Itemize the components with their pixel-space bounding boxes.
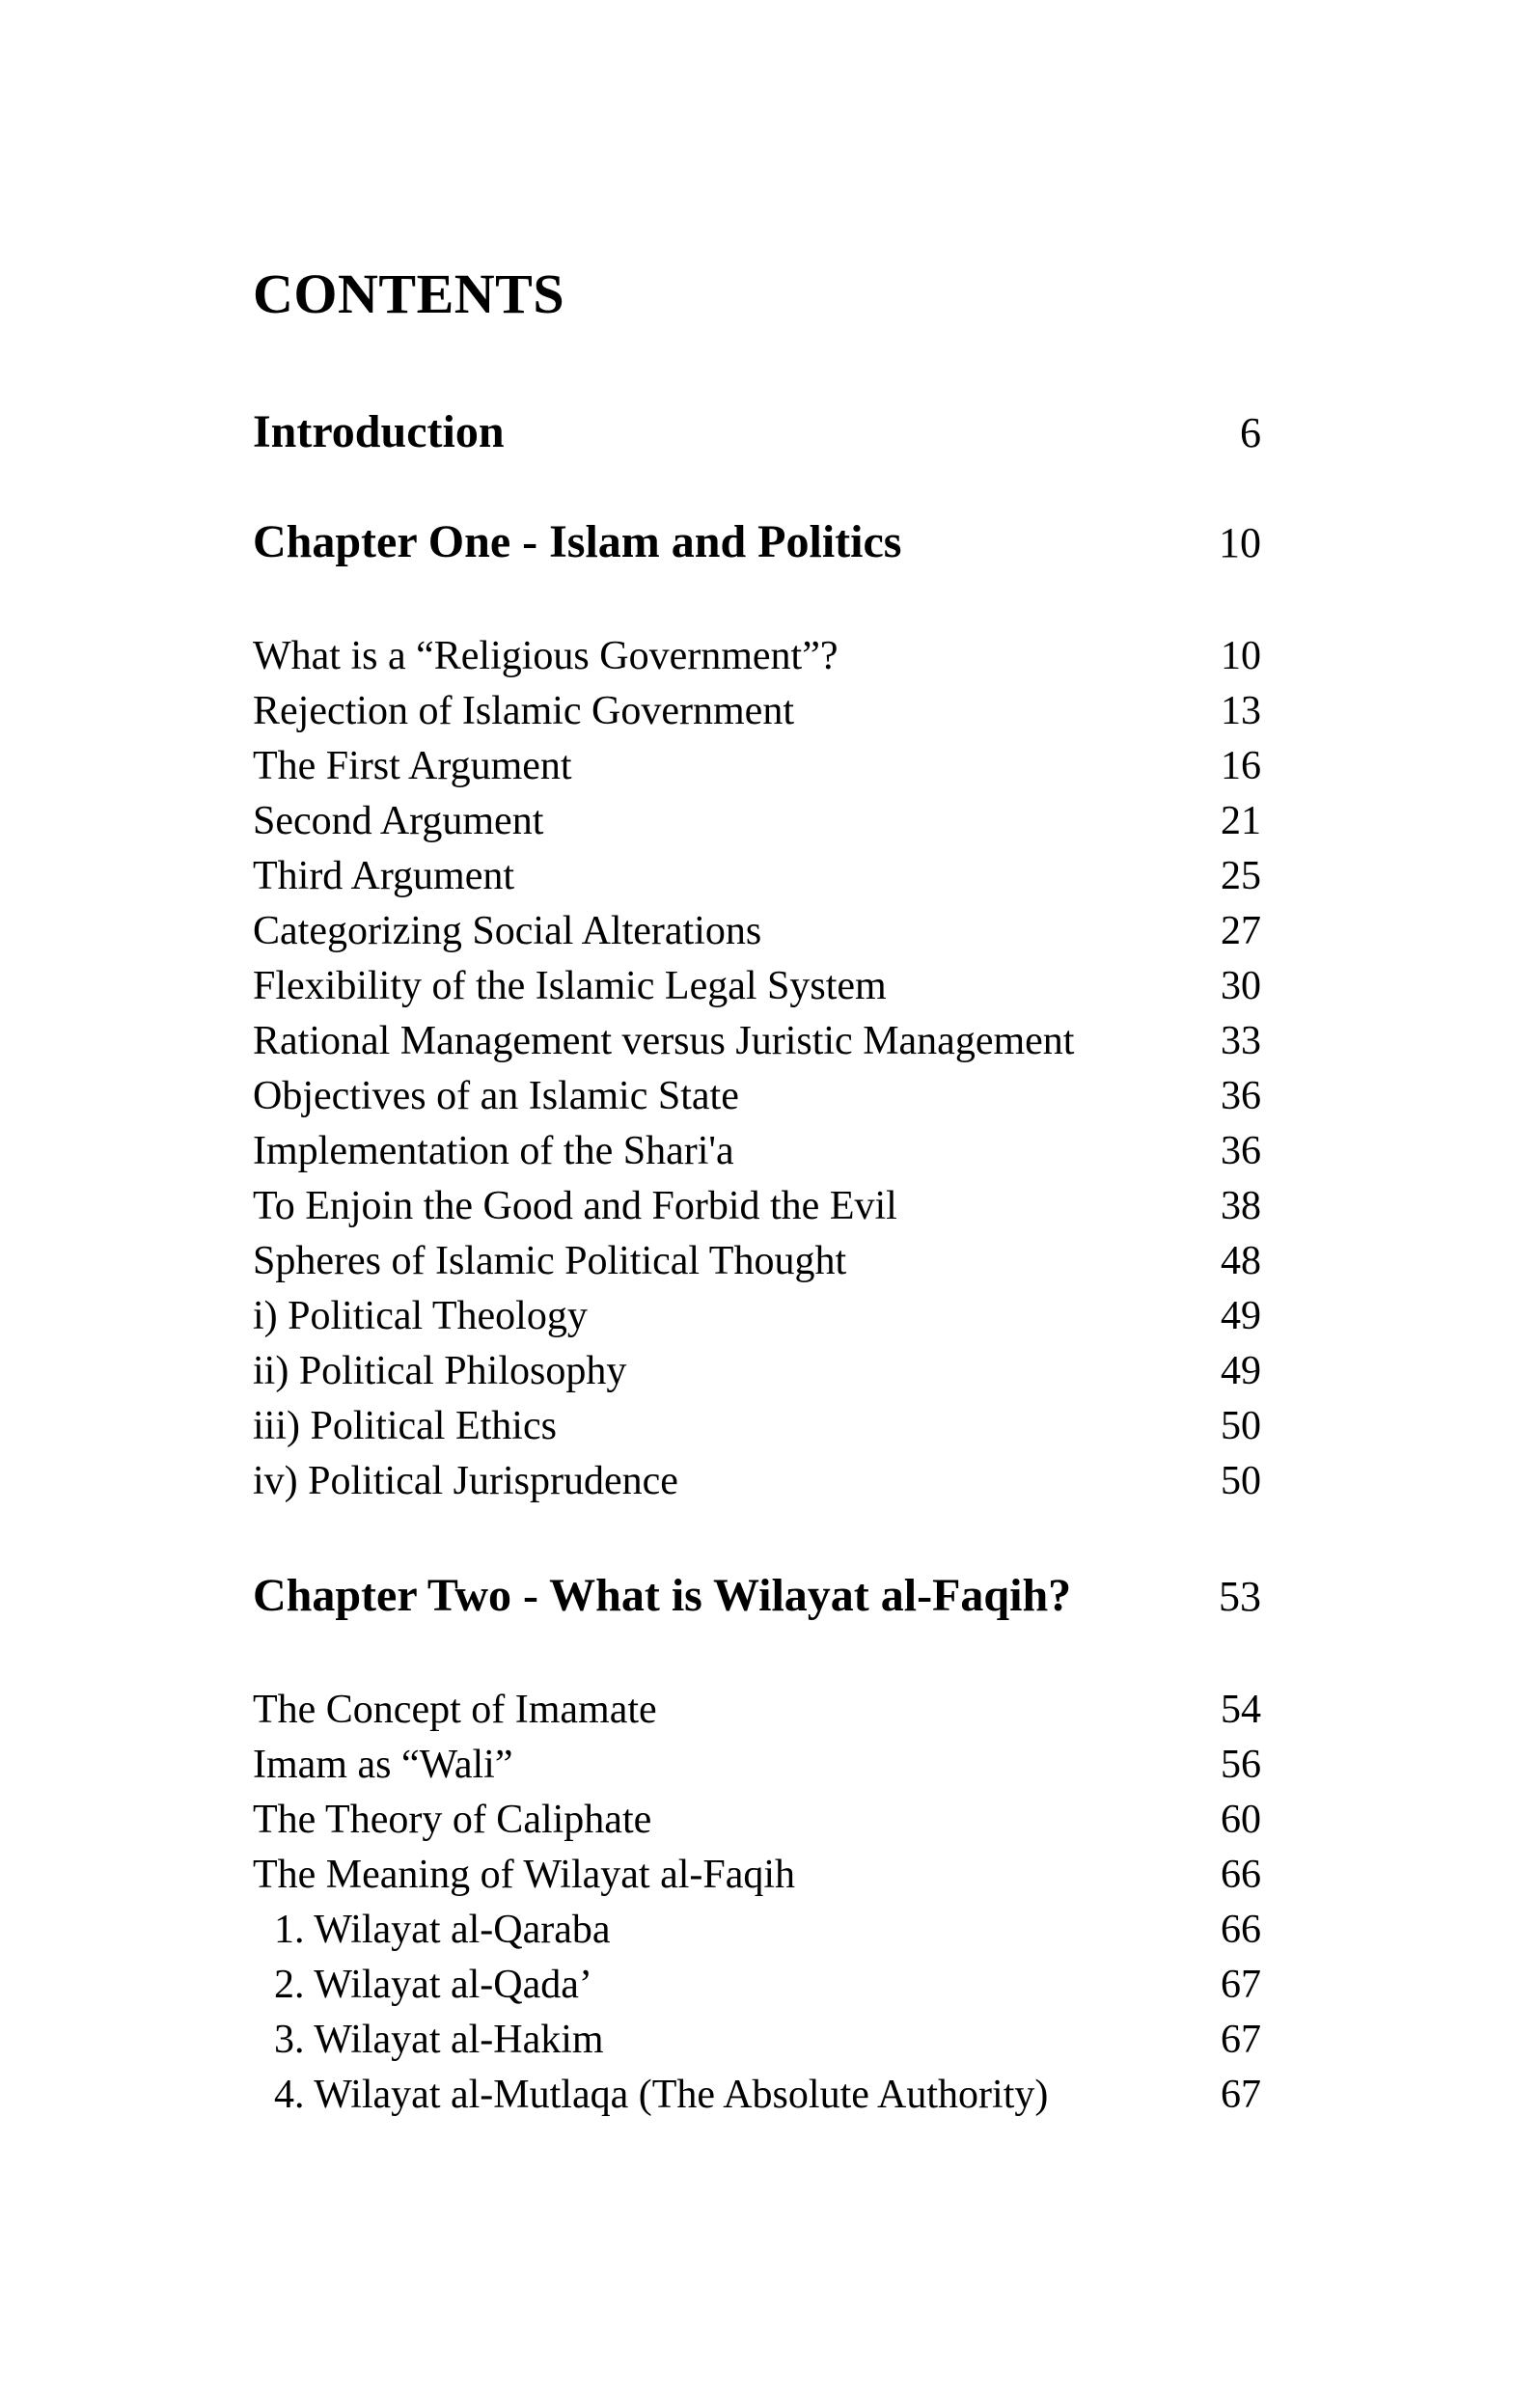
toc-entry [253, 1179, 1261, 1233]
toc-label: What is a “Religious Government”? [253, 634, 839, 678]
toc-entry [253, 2013, 1261, 2067]
toc-entry [253, 1234, 1261, 1288]
toc-introduction [253, 405, 1261, 459]
toc-page-number: 10 [1221, 634, 1261, 678]
toc-page-number: 36 [1221, 1129, 1261, 1173]
toc-label: The Theory of Caliphate [253, 1798, 652, 1842]
toc-page-number: 25 [1221, 854, 1261, 898]
toc-page-number: 56 [1221, 1743, 1261, 1787]
toc-page-number: 53 [1219, 1573, 1261, 1620]
toc-page-number: 6 [1240, 409, 1261, 456]
toc-entry [253, 904, 1261, 958]
toc-label: 2. Wilayat al-Qada’ [274, 1963, 592, 2007]
toc-label: iv) Political Jurisprudence [253, 1459, 678, 1503]
toc-entry [253, 1958, 1261, 2012]
toc-page-number: 49 [1221, 1349, 1261, 1393]
toc-label: Flexibility of the Islamic Legal System [253, 964, 887, 1008]
toc-entry [253, 794, 1261, 848]
toc-label: iii) Political Ethics [253, 1404, 557, 1448]
toc-label: Chapter Two - What is Wilayat al-Faqih? [253, 1570, 1072, 1621]
toc-page-number: 66 [1221, 1853, 1261, 1897]
toc-entry [253, 684, 1261, 738]
toc-entry [253, 959, 1261, 1013]
toc-page-number: 33 [1221, 1019, 1261, 1063]
toc-label: Categorizing Social Alterations [253, 909, 762, 953]
toc-label: i) Political Theology [253, 1294, 588, 1338]
toc-page-number: 67 [1221, 1963, 1261, 2007]
toc-page-number: 50 [1221, 1459, 1261, 1503]
toc-entry [253, 1014, 1261, 1068]
toc-page-number: 21 [1221, 799, 1261, 843]
toc-page-number: 67 [1221, 2073, 1261, 2117]
toc-entry [253, 1793, 1261, 1847]
toc-page-number: 60 [1221, 1798, 1261, 1842]
toc-page-number: 27 [1221, 909, 1261, 953]
page-title: CONTENTS [253, 262, 565, 325]
toc-label: Introduction [253, 406, 505, 457]
toc-label: The Meaning of Wilayat al-Faqih [253, 1853, 796, 1897]
toc-entry [253, 1848, 1261, 1902]
toc-label: Implementation of the Shari'a [253, 1129, 734, 1173]
toc-chapter-one [253, 515, 1261, 569]
toc-entry [253, 1454, 1261, 1508]
toc-page-number: 49 [1221, 1294, 1261, 1338]
toc-label: Chapter One - Islam and Politics [253, 516, 902, 567]
toc-entry [253, 1399, 1261, 1453]
toc-label: 3. Wilayat al-Hakim [274, 2018, 604, 2062]
toc-entry [253, 1738, 1261, 1792]
toc-label: ii) Political Philosophy [253, 1349, 627, 1393]
toc-entry [253, 849, 1261, 903]
toc-label: Rational Management versus Juristic Management [253, 1019, 1075, 1063]
toc-page-number: 36 [1221, 1074, 1261, 1118]
toc-chapter-two [253, 1569, 1261, 1623]
toc-entry [253, 1683, 1261, 1737]
toc-label: Third Argument [253, 854, 515, 898]
toc-label: 1. Wilayat al-Qaraba [274, 1908, 611, 1952]
toc-page-number: 10 [1219, 519, 1261, 566]
toc-entry [253, 2068, 1261, 2122]
toc-label: The First Argument [253, 744, 572, 788]
toc-page-number: 66 [1221, 1908, 1261, 1952]
toc-page-number: 30 [1221, 964, 1261, 1008]
toc-label: Rejection of Islamic Government [253, 689, 794, 733]
toc-page-number: 38 [1221, 1184, 1261, 1228]
toc-label: The Concept of Imamate [253, 1688, 657, 1732]
toc-entry [253, 1289, 1261, 1343]
toc-entry [253, 1124, 1261, 1178]
toc-label: Imam as “Wali” [253, 1743, 513, 1787]
toc-page-number: 54 [1221, 1688, 1261, 1732]
toc-page-number: 13 [1221, 689, 1261, 733]
toc-label: Second Argument [253, 799, 544, 843]
toc-entry [253, 739, 1261, 793]
toc-label: Spheres of Islamic Political Thought [253, 1239, 847, 1283]
toc-entry [253, 1069, 1261, 1123]
toc-entry [253, 629, 1261, 683]
toc-entry [253, 1903, 1261, 1957]
toc-label: Objectives of an Islamic State [253, 1074, 739, 1118]
toc-entry [253, 1344, 1261, 1398]
toc-page-number: 67 [1221, 2018, 1261, 2062]
toc-label: To Enjoin the Good and Forbid the Evil [253, 1184, 897, 1228]
toc-page-number: 50 [1221, 1404, 1261, 1448]
toc-page-number: 48 [1221, 1239, 1261, 1283]
toc-page-number: 16 [1221, 744, 1261, 788]
toc-label: 4. Wilayat al-Mutlaqa (The Absolute Authority) [274, 2073, 1049, 2117]
